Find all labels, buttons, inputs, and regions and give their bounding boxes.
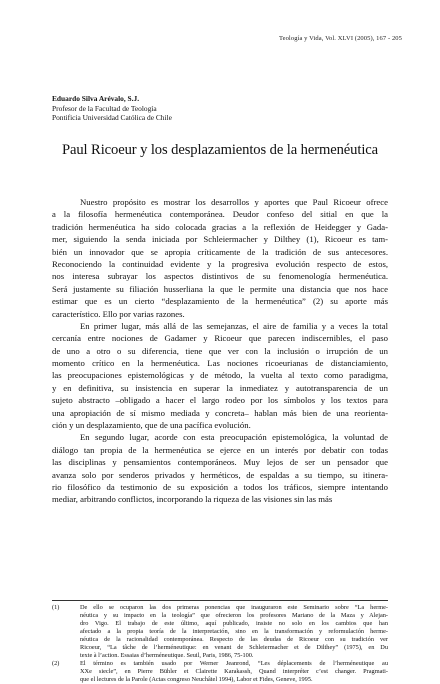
text-line: una apropiación de sí mismo mediada y concreta– hablan más bien de una reorienta- — [52, 407, 388, 418]
text-line: bién un innovador que se apropia críticamente de la tradición de sus antecesores. — [52, 246, 388, 257]
footnote-line: texte à l’action. Essaias d’herméneutique. Seuil, Paris, 1986, 75-100. — [80, 652, 254, 659]
text-line: cercanía entre nociones de Gadamer y Ricoeur que parecen indiscernibles, el paso — [52, 333, 388, 344]
footnote — [52, 604, 388, 660]
footnote-line: dro Vigo. El trabajo de este último, aquí publicado, insiste no solo en los cambios que han — [80, 620, 388, 627]
text-line: mer, siguiendo la senda iniciada por Schleiermacher y Dilthey (1), Ricoeur es tam- — [52, 234, 388, 245]
author-name: Eduardo Silva Arévalo, S.J. — [52, 94, 140, 103]
paragraph — [52, 320, 388, 432]
text-line: característico. Ello por varias razones. — [52, 308, 185, 319]
footnote-line: que el lectures de la Parole (Actas congreso Neuchâtel 1994), Labor et Fides, Geneve, 1995. — [80, 676, 313, 683]
text-line: las preocupaciones epistemológicas y de método, la vuelta al texto como paradigma, — [52, 370, 388, 381]
footnote-line: néutica de la racionalidad contemporánea. Respecto de las deudas de Ricoeur con su tradición ver — [80, 636, 388, 643]
footnote-line: néutica y su impacto en la teología” que ofrecieron los profesores Mariano de la Maza y Alejan- — [80, 612, 388, 619]
text-line: Nuestro propósito es mostrar los desarrollos y aportes que Paul Ricoeur ofrece — [80, 197, 388, 207]
text-line: Reconociendo la continuidad evidente y la progresiva evolución respecto de estos, — [52, 258, 388, 269]
footnote-number: (1) — [52, 604, 60, 611]
footnote-line: afectado a la propia teoría de la interpretación, sino en la transformación y reformulación herme- — [80, 628, 388, 635]
running-head: Teología y Vida, Vol. XLVI (2005), 167 - 205 — [278, 35, 402, 42]
footnote-text — [80, 660, 388, 684]
footnote-rule — [52, 600, 388, 601]
footnote-line: El término es también usado por Werner Jeanrond, “Les déplacements de l’herméneutique au — [80, 660, 388, 667]
text-line: En primer lugar, más allá de las semejanzas, el aire de familia y a veces la total — [80, 320, 388, 331]
footnote-line: XXe siecle”, en Pierre Bühler et Clairette Karakassh, Quand interpréter c’est changer. Pragmati- — [80, 668, 388, 675]
text-line: las disciplinas y pensamientos contemporáneos. Muy lejos de ser un pensador que — [52, 457, 388, 468]
footnotes — [52, 604, 388, 684]
text-line: diálogo tan propia de la hermenéutica se ejerce en un interés por debatir con todas — [52, 444, 388, 455]
text-line: En segundo lugar, acorde con esta preocupación epistemológica, la voluntad de — [80, 432, 388, 443]
text-line: y en definitiva, su insistencia en superar la inmediatez y autotransparencia de un — [52, 382, 388, 393]
author-role: Profesor de la Facultad de Teología — [52, 103, 157, 113]
article-body — [52, 196, 388, 506]
text-line: momento crítico en la hermenéutica. Las nociones ricoeurianas de distanciamiento, — [52, 358, 388, 369]
text-line: estimar que es un cierto “desplazamiento de la hermenéutica” (2) su aporte más — [52, 296, 388, 307]
text-line: ción y un desplazamiento, que de una pacífica evolución. — [52, 420, 251, 431]
text-line: Será justamente su filiación husserliana la que le permite una distancia que nos hace — [52, 283, 388, 294]
text-line: sujeto abstracto –obligado a hacer el largo rodeo por los símbolos y los textos para — [52, 395, 388, 406]
text-line: de uno a otro o su diferencia, tiene que ver con la inclusión o irrupción de un — [52, 345, 388, 356]
footnote — [52, 660, 388, 684]
text-line: avanza solo por senderos privados y herméticos, de espaldas a su tiempo, su itinera- — [52, 469, 388, 480]
footnote-line: De ello se ocuparon las dos primeras ponencias que inauguraron este Seminario sobre “La herme- — [80, 604, 388, 611]
text-line: nos interesa subrayar los aspectos distintivos de su fenomenología hermenéutica. — [52, 271, 388, 282]
text-line: tradición hermenéutica ha sido colocada gracias a la reflexión de Heidegger y Gada- — [52, 221, 388, 232]
paragraph — [52, 431, 388, 505]
footnote-text — [80, 604, 388, 660]
footnote-number: (2) — [52, 660, 60, 667]
text-line: a la filosofía hermenéutica contemporánea. Deudor confeso del sitial en que la — [52, 209, 388, 220]
footnote-line: Ricoeur, “La tâche de l’herméneutique: en venant de Schleiermacher et de Dilthey” (1975), en Du — [80, 644, 388, 651]
article-title: Paul Ricoeur y los desplazamientos de la hermenéutica — [61, 142, 379, 158]
author-block — [52, 94, 172, 123]
author-institution: Pontificia Universidad Católica de Chile — [52, 113, 172, 123]
text-line: mediar, arbitrando conflictos, incorporando la riqueza de las visiones sin las más — [52, 494, 333, 505]
paragraph — [52, 196, 388, 320]
text-line: rio filosófico da testimonio de su exposición a todos los tráficos, siempre intentando — [52, 481, 388, 492]
